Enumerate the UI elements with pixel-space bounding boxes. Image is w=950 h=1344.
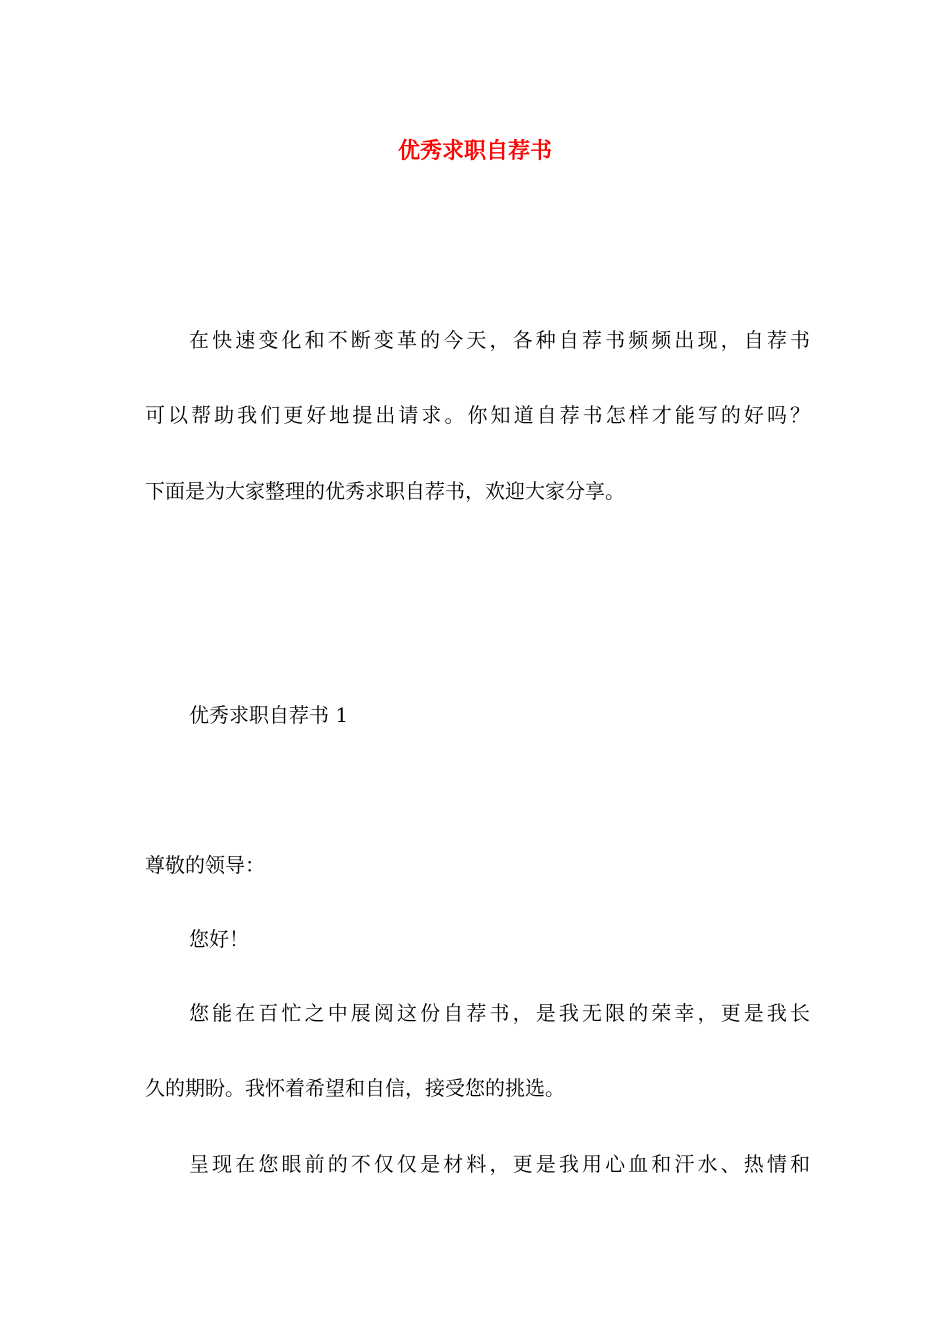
intro-line-2: 可以帮助我们更好地提出请求。你知道自荐书怎样才能写的好吗？	[145, 403, 810, 427]
intro-line-3: 下面是为大家整理的优秀求职自荐书，欢迎大家分享。	[145, 479, 625, 503]
document-title: 优秀求职自荐书	[397, 138, 552, 164]
intro-line-1: 在快速变化和不断变革的今天，各种自荐书频频出现，自荐书	[189, 328, 810, 352]
greeting: 您好！	[189, 927, 249, 951]
para1-line-1: 您能在百忙之中展阅这份自荐书，是我无限的荣幸，更是我长	[189, 1001, 810, 1025]
para1-line-2: 久的期盼。我怀着希望和自信，接受您的挑选。	[145, 1076, 565, 1100]
salutation: 尊敬的领导：	[145, 853, 265, 877]
para2-line-1: 呈现在您眼前的不仅仅是材料，更是我用心血和汗水、热情和	[189, 1152, 810, 1176]
section-heading: 优秀求职自荐书 1	[189, 703, 349, 727]
